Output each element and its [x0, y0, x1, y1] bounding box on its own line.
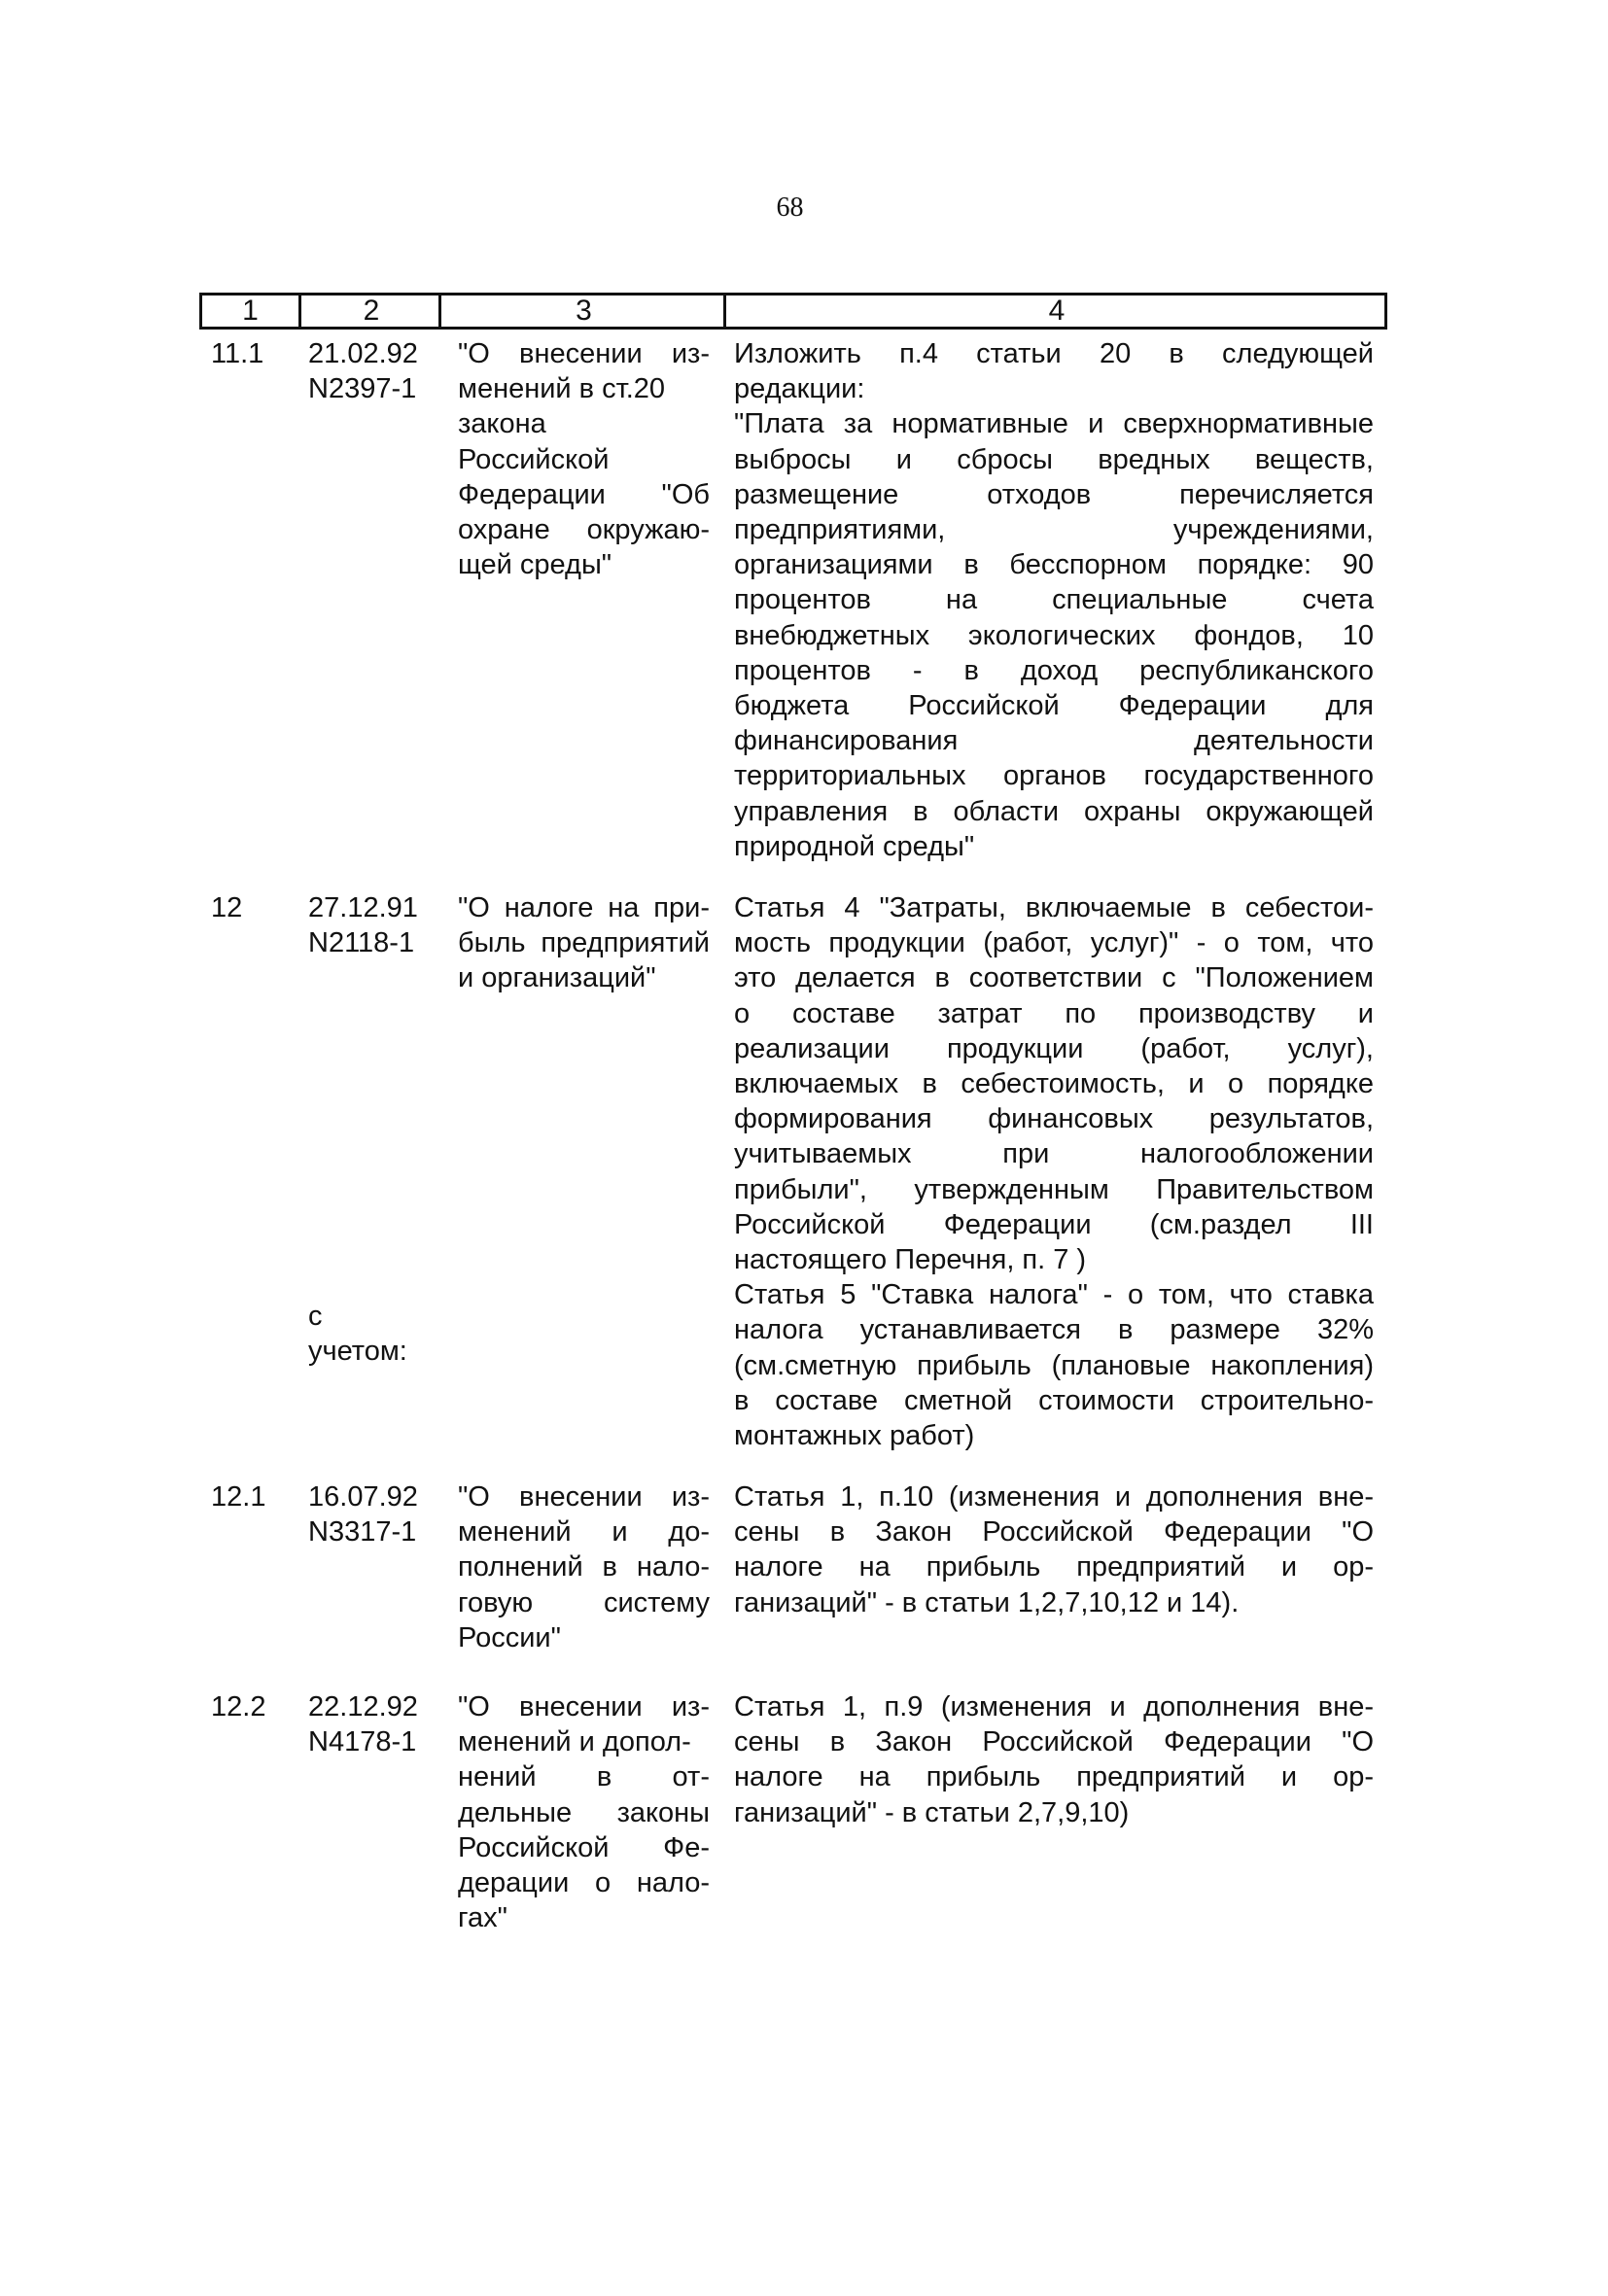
doc-date-number: 22.12.92 N4178-1: [308, 1691, 418, 1758]
row-number: 12: [211, 892, 243, 923]
doc-content: Статья 1, п.10 (изменения и дополнения вне- сены в Закон Российской Федерации "О налоге на прибыль предприятий и ор- ганизаций" - в статьи 1,2,7,10,12 и 14).: [734, 1481, 1374, 1618]
doc-content: Изложить п.4 статьи 20 в следующей редакции: "Плата за нормативные и сверхнормативные выбросы и сбросы вредных веществ, размещение отходов перечисляется предприятиями, учреждениями, организациями в бесспорном порядке: 90 процентов на специальные счета внебюджетных экологических фондов, 10 процентов - в доход республиканского бюджета Российской Федерации для финансирования деятельности территориальных органов государственного управления в области охраны окружающей природной среды": [734, 338, 1374, 862]
doc-title: "О налоге на при- быль предприятий и организаций": [458, 892, 710, 994]
doc-date-number: 16.07.92 N3317-1: [308, 1481, 418, 1548]
header-col-2: 2: [298, 296, 441, 327]
doc-content: Статья 4 "Затраты, включаемые в себестои- мость продукции (работ, услуг)" - о том, что это делается в соответствии с "Положением о составе затрат по производству и реализации продукции (работ, услуг), включаемых в себестоимость, и о порядке формирования финансовых результатов, учитываемых при налогообложении прибыли", утвержденным Правительством Российской Федерации (см.раздел III настоящего Перечня, п. 7 ) Статья 5 "Ставка налога" - о том, что ставка налога устанавливается в размере 32% (см.сметную прибыль (плановые накопления) в составе сметной стоимости строительно- монтажных работ): [734, 892, 1374, 1452]
table-header: [199, 293, 1387, 330]
header-col-4: 4: [723, 296, 1387, 327]
header-col-1: 1: [242, 295, 259, 327]
row-note: с учетом:: [308, 1301, 407, 1368]
header-col-3: 3: [438, 296, 726, 327]
doc-date-number: 21.02.92 N2397-1: [308, 338, 418, 405]
doc-title: "О внесении из- менений и до- полнений в нало- говую систему России": [458, 1481, 710, 1653]
doc-date-number: 27.12.91 N2118-1: [308, 892, 418, 959]
doc-content: Статья 1, п.9 (изменения и дополнения вне- сены в Закон Российской Федерации "О налоге на прибыль предприятий и ор- ганизаций" - в статьи 2,7,9,10): [734, 1691, 1374, 1828]
doc-title: "О внесении из- менений и допол- нений в от- дельные законы Российской Фе- дерации о нало- гах": [458, 1691, 710, 1934]
doc-title: "О внесении из- менений в ст.20 закона Российской Федерации "Об охране окружаю- щей среды": [458, 338, 710, 581]
row-number: 12.1: [211, 1481, 266, 1513]
row-number: 11.1: [211, 338, 264, 369]
row-number: 12.2: [211, 1691, 266, 1722]
page-number: 68: [776, 192, 804, 223]
